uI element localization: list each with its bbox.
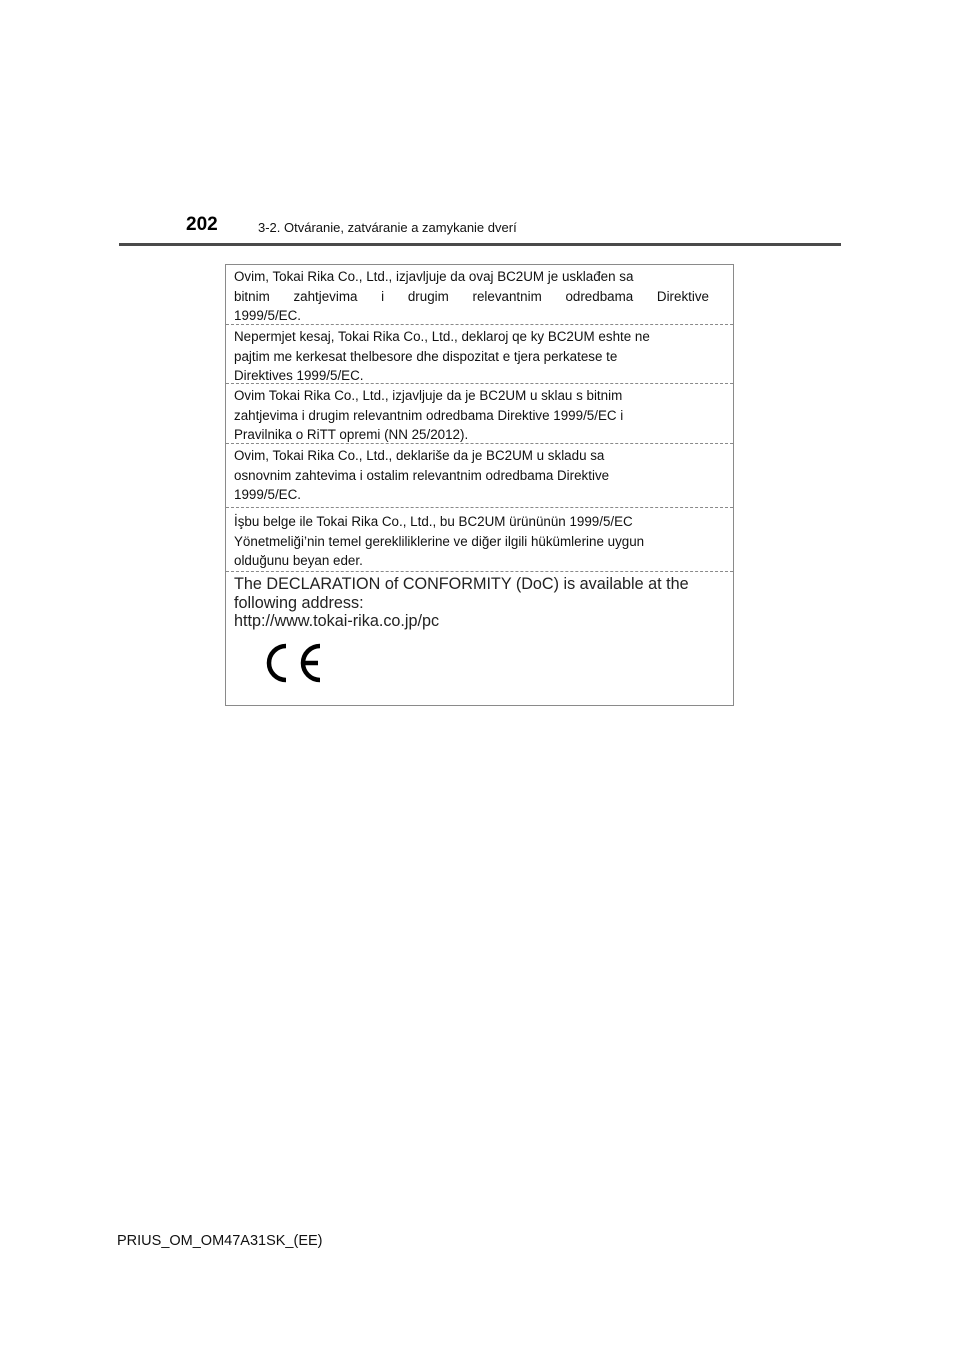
declaration-line: following address: <box>234 593 364 612</box>
declaration-line: The DECLARATION of CONFORMITY (DoC) is available at the <box>234 575 689 593</box>
declaration-block-bosnian <box>226 265 733 325</box>
declaration-line: Yönetmeliği’nin temel gerekliliklerine ve diğer ilgili hükümlerine uygun <box>234 533 645 549</box>
declaration-line: Ovim, Tokai Rika Co., Ltd., deklariše da je BC2UM u skladu sa <box>234 448 605 463</box>
document-code: PRIUS_OM_OM47A31SK_(EE) <box>117 1233 323 1249</box>
declaration-block-serbian <box>226 444 733 508</box>
declaration-line: pajtim me kerkesat thelbesore dhe dispozitat e tjera perkatese te <box>234 348 618 364</box>
declaration-line: Pravilnika o RiTT opremi (NN 25/2012). <box>234 427 469 442</box>
declaration-line: Ovim Tokai Rika Co., Ltd., izjavljuje da je BC2UM u sklau s bitnim <box>234 388 623 403</box>
declaration-of-conformity-box <box>225 264 734 706</box>
declaration-line: zahtjevima i drugim relevantnim odredbama Direktive 1999/5/EC i <box>234 407 624 423</box>
declaration-line: bitnim zahtjevima i drugim relevantnim odredbama Direktive <box>234 288 709 304</box>
declaration-block-turkish <box>226 508 733 572</box>
declaration-block-albanian <box>226 325 733 384</box>
page-number: 202 <box>186 214 218 235</box>
ce-mark-icon <box>256 638 326 688</box>
header-divider <box>119 243 841 246</box>
declaration-line: osnovnim zahtevima i ostalim relevantnim odredbama Direktive <box>234 467 610 483</box>
declaration-line: 1999/5/EC. <box>234 308 301 323</box>
section-title: 3-2. Otváranie, zatváranie a zamykanie dverí <box>258 220 517 235</box>
doc-url: http://www.tokai-rika.co.jp/pc <box>234 612 440 630</box>
declaration-line: Nepermjet kesaj, Tokai Rika Co., Ltd., deklaroj qe ky BC2UM eshte ne <box>234 329 650 344</box>
declaration-line: olduğunu beyan eder. <box>234 553 363 568</box>
declaration-line: Direktives 1999/5/EC. <box>234 368 364 383</box>
declaration-line: 1999/5/EC. <box>234 487 301 502</box>
declaration-block-english <box>226 572 733 705</box>
declaration-block-croatian <box>226 384 733 444</box>
declaration-line: Ovim, Tokai Rika Co., Ltd., izjavljuje da ovaj BC2UM je usklađen sa <box>234 269 634 284</box>
declaration-line: İşbu belge ile Tokai Rika Co., Ltd., bu BC2UM ürününün 1999/5/EC <box>234 514 633 529</box>
